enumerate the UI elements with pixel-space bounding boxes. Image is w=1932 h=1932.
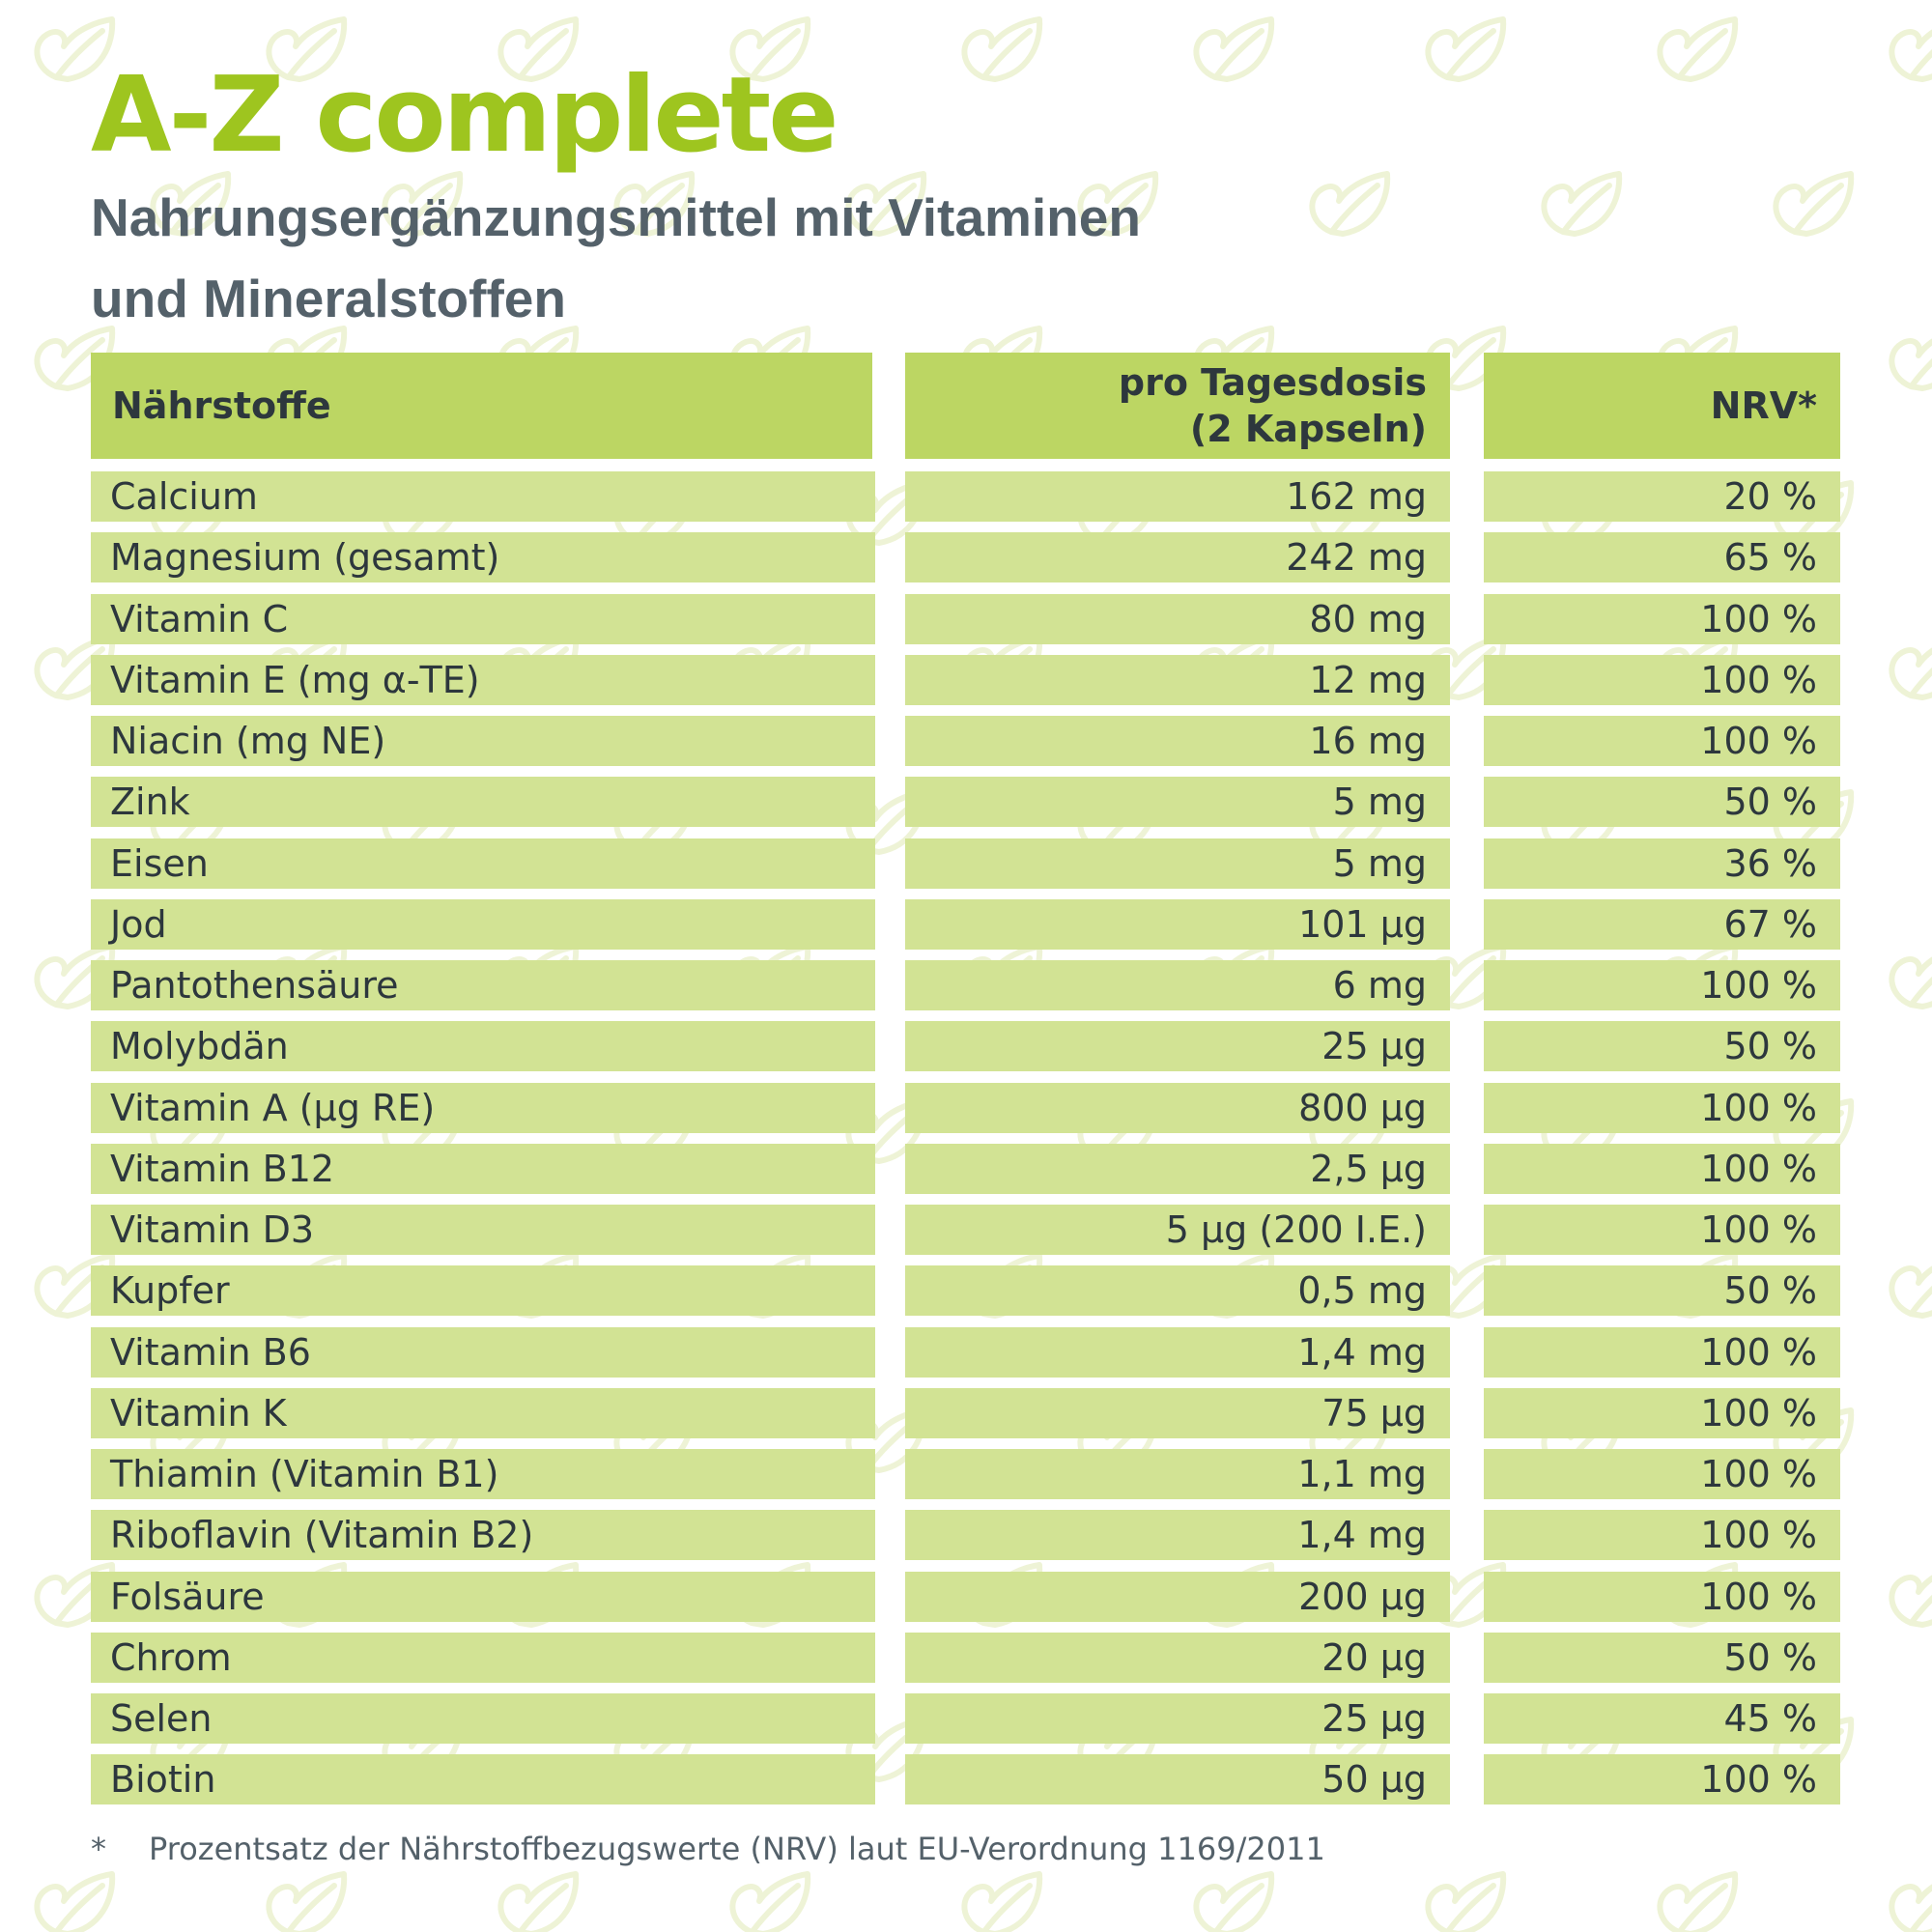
nutrient-name-cell <box>91 1327 875 1378</box>
dose-cell <box>905 594 1450 644</box>
nutrient-name-text: Calcium <box>110 475 258 518</box>
table-row <box>0 838 1932 889</box>
header-dose-line-2: (2 Kapseln) <box>1189 408 1427 450</box>
dose-cell <box>905 1083 1450 1133</box>
dose-cell <box>905 1388 1450 1438</box>
nrv-cell <box>1484 838 1840 889</box>
nutrient-name-cell <box>91 594 875 644</box>
nrv-text: 65 % <box>1723 536 1817 579</box>
nrv-cell <box>1484 960 1840 1010</box>
nutrient-name-text: Vitamin D3 <box>110 1208 315 1251</box>
nutrient-name-text: Pantothensäure <box>110 964 399 1007</box>
dose-text: 242 mg <box>1286 536 1427 579</box>
header-dose <box>905 353 1450 459</box>
nrv-cell <box>1484 1327 1840 1378</box>
nutrient-name-text: Jod <box>110 903 167 946</box>
nrv-cell <box>1484 532 1840 582</box>
dose-text: 1,4 mg <box>1297 1514 1427 1556</box>
header-dose-line-1: pro Tagesdosis <box>1118 361 1427 404</box>
dose-cell <box>905 532 1450 582</box>
nrv-text: 100 % <box>1700 720 1817 762</box>
dose-text: 5 mg <box>1332 842 1427 885</box>
nutrient-name-cell <box>91 655 875 705</box>
nrv-text: 100 % <box>1700 964 1817 1007</box>
nrv-text: 100 % <box>1700 598 1817 640</box>
nutrient-name-text: Chrom <box>110 1636 232 1679</box>
table-row <box>0 1388 1932 1438</box>
nrv-text: 100 % <box>1700 1758 1817 1801</box>
table-row <box>0 1633 1932 1683</box>
dose-cell <box>905 1693 1450 1744</box>
nrv-cell <box>1484 471 1840 522</box>
nrv-cell <box>1484 655 1840 705</box>
nrv-text: 100 % <box>1700 1208 1817 1251</box>
table-row <box>0 1754 1932 1804</box>
nutrient-name-text: Folsäure <box>110 1576 265 1618</box>
dose-text: 800 µg <box>1298 1087 1427 1129</box>
nrv-text: 50 % <box>1723 781 1817 823</box>
nutrient-name-text: Vitamin B12 <box>110 1148 335 1190</box>
nutrient-name-cell <box>91 1144 875 1194</box>
table-row <box>0 1144 1932 1194</box>
dose-text: 0,5 mg <box>1297 1269 1427 1312</box>
dose-text: 162 mg <box>1286 475 1427 518</box>
table-row <box>0 1510 1932 1560</box>
nutrient-name-cell <box>91 1510 875 1560</box>
nrv-text: 100 % <box>1700 1576 1817 1618</box>
nutrient-name-text: Niacin (mg NE) <box>110 720 386 762</box>
dose-text: 5 µg (200 I.E.) <box>1165 1208 1427 1251</box>
dose-text: 80 mg <box>1309 598 1427 640</box>
nrv-cell <box>1484 1083 1840 1133</box>
nutrient-name-text: Vitamin K <box>110 1392 287 1435</box>
dose-text: 25 µg <box>1321 1697 1427 1740</box>
table-row <box>0 1693 1932 1744</box>
dose-cell <box>905 899 1450 950</box>
nrv-text: 100 % <box>1700 1148 1817 1190</box>
dose-cell <box>905 1754 1450 1804</box>
nutrient-name-text: Eisen <box>110 842 209 885</box>
nrv-text: 100 % <box>1700 1392 1817 1435</box>
table-row <box>0 1021 1932 1071</box>
subtitle-line-2: und Mineralstoffen <box>91 269 566 328</box>
table-row <box>0 1327 1932 1378</box>
table-row <box>0 777 1932 827</box>
nrv-text: 50 % <box>1723 1025 1817 1067</box>
nutrient-name-cell <box>91 532 875 582</box>
nutrient-name-cell <box>91 1083 875 1133</box>
dose-cell <box>905 1510 1450 1560</box>
nrv-text: 67 % <box>1723 903 1817 946</box>
nutrient-name-cell <box>91 838 875 889</box>
nutrient-name-cell <box>91 777 875 827</box>
dose-cell <box>905 1205 1450 1255</box>
footnote <box>91 1831 1325 1867</box>
table-row <box>0 1449 1932 1499</box>
footnote-mark: * <box>91 1831 106 1867</box>
nrv-text: 50 % <box>1723 1269 1817 1312</box>
nutrient-name-cell <box>91 1754 875 1804</box>
dose-text: 6 mg <box>1332 964 1427 1007</box>
nrv-text: 20 % <box>1723 475 1817 518</box>
dose-cell <box>905 1265 1450 1316</box>
dose-text: 1,4 mg <box>1297 1331 1427 1374</box>
nutrient-name-cell <box>91 471 875 522</box>
nrv-cell <box>1484 1265 1840 1316</box>
subtitle-line-1: Nahrungsergänzungsmittel mit Vitaminen <box>91 187 1141 247</box>
dose-text: 25 µg <box>1321 1025 1427 1067</box>
dose-cell <box>905 838 1450 889</box>
nutrient-name-cell <box>91 716 875 766</box>
page-title: A-Z complete <box>91 55 837 176</box>
table-row <box>0 471 1932 522</box>
nutrient-name-text: Vitamin A (µg RE) <box>110 1087 436 1129</box>
nrv-cell <box>1484 594 1840 644</box>
dose-cell <box>905 1449 1450 1499</box>
table-row <box>0 1083 1932 1133</box>
table-row <box>0 716 1932 766</box>
nutrient-name-cell <box>91 1265 875 1316</box>
nutrient-name-text: Molybdän <box>110 1025 289 1067</box>
header-nrv <box>1484 353 1840 459</box>
nrv-text: 100 % <box>1700 659 1817 701</box>
nutrient-name-cell <box>91 1388 875 1438</box>
nutrient-name-cell <box>91 1633 875 1683</box>
header-nutrient <box>91 353 872 459</box>
nutrient-name-cell <box>91 1021 875 1071</box>
dose-text: 50 µg <box>1321 1758 1427 1801</box>
dose-cell <box>905 1327 1450 1378</box>
dose-text: 2,5 µg <box>1310 1148 1427 1190</box>
nutrient-name-text: Vitamin E (mg α-TE) <box>110 659 480 701</box>
nrv-cell <box>1484 1754 1840 1804</box>
nutrient-name-text: Magnesium (gesamt) <box>110 536 500 579</box>
nutrient-name-text: Biotin <box>110 1758 216 1801</box>
nutrient-name-cell <box>91 1205 875 1255</box>
nrv-cell <box>1484 1144 1840 1194</box>
dose-text: 75 µg <box>1321 1392 1427 1435</box>
nrv-text: 100 % <box>1700 1514 1817 1556</box>
nrv-cell <box>1484 1205 1840 1255</box>
nutrient-name-cell <box>91 1693 875 1744</box>
dose-text: 5 mg <box>1332 781 1427 823</box>
nutrient-name-text: Vitamin B6 <box>110 1331 311 1374</box>
nrv-text: 100 % <box>1700 1087 1817 1129</box>
dose-cell <box>905 1021 1450 1071</box>
nutrient-name-text: Riboflavin (Vitamin B2) <box>110 1514 534 1556</box>
header-dose-label <box>1119 359 1427 452</box>
nrv-cell <box>1484 1021 1840 1071</box>
dose-text: 200 µg <box>1298 1576 1427 1618</box>
table-row <box>0 594 1932 644</box>
table-row <box>0 1265 1932 1316</box>
nrv-cell <box>1484 1510 1840 1560</box>
table-row <box>0 899 1932 950</box>
dose-cell <box>905 1633 1450 1683</box>
nrv-cell <box>1484 1572 1840 1622</box>
nrv-cell <box>1484 716 1840 766</box>
nrv-cell <box>1484 1633 1840 1683</box>
dose-text: 12 mg <box>1309 659 1427 701</box>
dose-cell <box>905 471 1450 522</box>
dose-cell <box>905 777 1450 827</box>
header-nrv-label: NRV* <box>1710 384 1817 427</box>
nrv-cell <box>1484 1388 1840 1438</box>
nrv-cell <box>1484 1693 1840 1744</box>
table-row <box>0 655 1932 705</box>
dose-cell <box>905 1572 1450 1622</box>
nrv-text: 100 % <box>1700 1453 1817 1495</box>
nutrient-name-cell <box>91 1572 875 1622</box>
nutrient-name-text: Vitamin C <box>110 598 289 640</box>
dose-cell <box>905 716 1450 766</box>
dose-cell <box>905 960 1450 1010</box>
footnote-text: Prozentsatz der Nährstoffbezugswerte (NRV) laut EU-Verordnung 1169/2011 <box>149 1831 1325 1867</box>
nrv-cell <box>1484 777 1840 827</box>
dose-text: 16 mg <box>1309 720 1427 762</box>
table-row <box>0 960 1932 1010</box>
nutrient-name-text: Kupfer <box>110 1269 230 1312</box>
nutrient-name-text: Zink <box>110 781 190 823</box>
dose-cell <box>905 655 1450 705</box>
nrv-text: 36 % <box>1723 842 1817 885</box>
dose-text: 1,1 mg <box>1297 1453 1427 1495</box>
table-row <box>0 1205 1932 1255</box>
nutrient-name-cell <box>91 960 875 1010</box>
nrv-cell <box>1484 1449 1840 1499</box>
dose-cell <box>905 1144 1450 1194</box>
nrv-text: 45 % <box>1723 1697 1817 1740</box>
nutrient-name-cell <box>91 1449 875 1499</box>
nrv-text: 100 % <box>1700 1331 1817 1374</box>
table-row <box>0 1572 1932 1622</box>
dose-text: 20 µg <box>1321 1636 1427 1679</box>
header-nutrient-label: Nährstoffe <box>112 384 331 427</box>
nutrient-name-text: Selen <box>110 1697 213 1740</box>
nutrient-name-text: Thiamin (Vitamin B1) <box>110 1453 499 1495</box>
nrv-cell <box>1484 899 1840 950</box>
table-row <box>0 532 1932 582</box>
dose-text: 101 µg <box>1298 903 1427 946</box>
nrv-text: 50 % <box>1723 1636 1817 1679</box>
nutrient-name-cell <box>91 899 875 950</box>
